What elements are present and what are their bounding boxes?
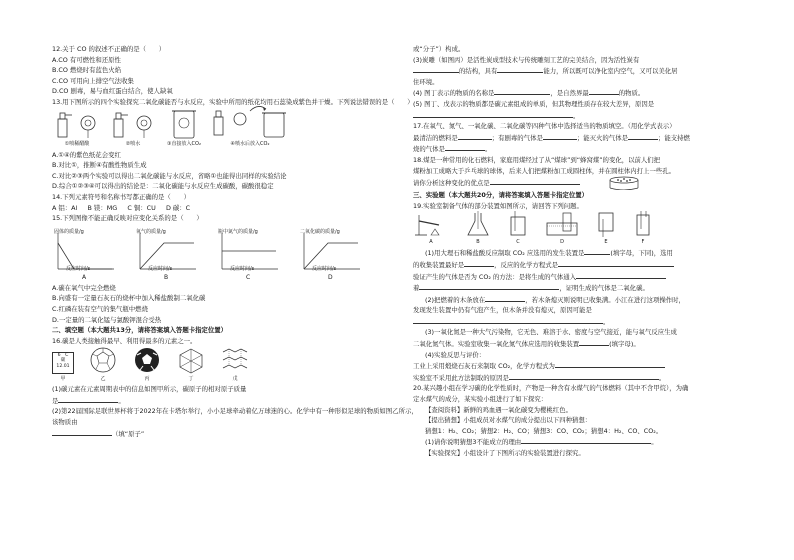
q16-label-jia: 甲	[60, 375, 66, 382]
q16-sub1	[52, 384, 422, 395]
answer-blank[interactable]	[509, 372, 659, 380]
answer-blank[interactable]	[445, 143, 485, 151]
apparatus-label-f: F	[641, 238, 645, 245]
q15-option-a: A.碳在氧气中完全燃烧	[52, 283, 116, 292]
section-3-title: 三、实验题（本大题共20分，请将答案填入答题卡指定位置）	[413, 191, 589, 200]
q20-line-2: 定水煤气的成分，某实验小组进行了如下探究：	[413, 395, 548, 404]
q19-sub4-a	[413, 360, 785, 372]
answer-blank[interactable]	[628, 132, 658, 140]
right-column	[413, 44, 785, 459]
q16-sub2: (2)第22届国际足联世界杯将于2022年在卡塔尔举行，小小足球牵动着亿万球迷的心。化学中有一种形似足球的物质如图乙所示，该物质由	[52, 407, 418, 427]
apparatus-c	[507, 211, 529, 248]
answer-blank[interactable]	[464, 259, 494, 267]
q16-sub1b-text: 是	[52, 396, 59, 405]
q13-fig-4	[210, 101, 290, 150]
apparatus-b	[465, 211, 491, 248]
q19-s3c-text: (填字母)。	[609, 340, 640, 349]
q19-s4b-text: 实验室不采用此方法制取的原因是	[413, 373, 509, 382]
diamond-structure-icon	[176, 346, 206, 374]
q14-option-b: B 镁：MG	[87, 203, 118, 212]
q16-figures	[52, 348, 422, 384]
q13-fig-2	[108, 109, 158, 150]
q19-sub3-a: (3)一氧化氮是一种大气污染物，它无色、难溶于水、密度与空气接近，能与氧气反应生成	[425, 328, 677, 337]
q17-text-4: ；能支持燃	[657, 133, 690, 142]
q19-s1a-text: (1)用大理石和稀盐酸反应制取 CO₂ 应选用的发生装置是	[425, 249, 585, 258]
answer-blank[interactable]	[579, 338, 609, 346]
answer-blank[interactable]	[584, 247, 610, 255]
conical-flask-icon	[465, 211, 491, 237]
apparatus-label-d: D	[560, 238, 564, 245]
answer-blank[interactable]	[558, 259, 674, 267]
q13-option-a: A.①④的紫色纸花会变红	[52, 150, 121, 159]
q12-option-d: D.CO 剧毒，易与血红蛋白结合，使人缺氧	[52, 87, 173, 96]
graph-c-ylabel: 瓶中氮气的质量/g	[218, 228, 258, 235]
apparatus-label-c: C	[516, 238, 520, 245]
q12-option-c: C.CO 可用向上排空气法收集	[52, 76, 134, 85]
periodic-cell-mass: 12.01	[56, 363, 70, 369]
answer-blank[interactable]	[52, 428, 112, 436]
multi-purpose-bottle-icon	[633, 211, 653, 237]
q17-stem: 17.在氧气、氮气、一氧化碳、二氧化碳等四种气体中选择适当的物质填空。（用化学式表示）	[413, 122, 676, 131]
spray-and-jar-icon	[210, 101, 290, 139]
c60-molecule-icon	[88, 346, 118, 374]
q16-sub4-text-b: ，是自然界最	[550, 89, 589, 98]
q12-option-a: A.CO 有可燃性和还原性	[52, 55, 121, 64]
q19-apparatus	[413, 213, 785, 247]
graph-a-xlabel: 反应时间/s	[66, 266, 91, 273]
q14-option-d: D 碳：C	[165, 203, 191, 212]
apparatus-label-b: B	[476, 238, 480, 245]
answer-blank[interactable]	[497, 65, 543, 73]
apparatus-e	[595, 211, 617, 248]
q20-line-5: 猜想1：H₂、CO₂；猜想2：H₂、CO；猜想3：CO、CO₂；猜想4：H₂、CO、CO₂。	[425, 426, 663, 435]
q19-sub1-d	[413, 282, 785, 294]
section-2-title: 二、填空题（本大题共13分，请将答案填入答题卡指定位置）	[52, 326, 228, 335]
q18-line-2: 煤粉加工成略大于乒乓球的球体，后来人们把煤粉加工成圆柱体，并在圆柱体内打上一些孔。	[413, 166, 676, 175]
q19-sub2-b: 发现发生装置中仍有气泡产生，但木条并没有熄灭，原因可能是	[413, 306, 592, 315]
q15-graph-a	[52, 227, 116, 282]
q15-stem: 15.下列图像不能正确反映对应变化关系的是（ ）	[52, 214, 203, 223]
graph-d-tag: D	[328, 274, 333, 282]
q16-label-bing: 丙	[144, 375, 150, 382]
q16-sub5: (5) 图丁、戊表示的物质都是碳元素组成的单质，但其物理性质存在较大差异，原因是	[413, 99, 655, 108]
apparatus-label-e: E	[604, 238, 608, 245]
answer-blank[interactable]	[576, 271, 666, 279]
q20-line-1: 20.某兴趣小组在学习碳的化学性质时，产物是一种含有水煤气的气体燃料（其中不含甲烷），为确	[413, 384, 689, 393]
answer-blank[interactable]	[413, 65, 459, 73]
q20-line-3: 【查阅资料】新鲜的鸡血遇一氧化碳变为樱桃红色。	[425, 405, 572, 414]
answer-blank[interactable]	[521, 436, 651, 444]
gas-jar-upward-icon	[507, 211, 529, 237]
q16-label-yi: 乙	[100, 375, 106, 382]
q17-text-5: 烧的气体是	[413, 145, 445, 154]
q14-stem: 14.下列元素符号和名称书写都正确的是（ ）	[52, 192, 190, 201]
q13-fig-label-2: ②喷水	[125, 140, 141, 147]
q19-sub2-c: 。	[413, 316, 785, 328]
q18-text: 请你分析这种变化的优点是	[413, 179, 490, 188]
answer-blank[interactable]	[419, 282, 559, 290]
q16-sub3-text-b: 能力，所以既可以净化室内空气，又可以美化居	[543, 67, 678, 76]
q14-option-c: C 铜：CU	[127, 203, 156, 212]
q20-line-4: 【提出猜想】小组成员对水煤气的成分提出以下四种猜想：	[425, 416, 592, 425]
q19-sub1-a	[413, 247, 785, 259]
gas-jar-icon	[164, 105, 204, 139]
q13-fig-3	[164, 105, 204, 150]
q16-fig-wu	[220, 346, 250, 385]
q16-sub4-text-a: (4) 图丁表示的物质的名称是	[413, 89, 495, 98]
q15-graph-b	[134, 227, 198, 282]
q16-fig-jia	[52, 352, 74, 385]
answer-blank[interactable]	[589, 87, 619, 95]
q19-s4a-text: 工业上采用煅烧石灰石来制取 CO₂，化学方程式为	[413, 362, 555, 371]
q18-line-3	[413, 176, 785, 190]
q14-options	[52, 203, 422, 214]
q19-sub4-b: 实验室不采用此方法制取的原因是 。	[413, 373, 666, 382]
apparatus-label-a: A	[429, 238, 433, 245]
q19-s3b-text: 二氧化氮气体。实验室收集一氧化氮气体应选用的收集装置	[413, 340, 580, 349]
q13-figure	[52, 110, 422, 150]
water-trough-icon	[545, 211, 579, 237]
q17-text-2: ；有剧毒的气体是	[491, 133, 543, 142]
apparatus-d	[545, 211, 579, 248]
q13-option-d: D.综合①②③④可以得出的结论是：二氧化碳能与水反应生成碳酸，碳酸很稳定	[52, 182, 274, 191]
q16-sub5-blank: 。	[413, 110, 785, 122]
q16-sub4-text-c: 的物质。	[618, 89, 645, 98]
q19-sub2-a	[413, 294, 785, 306]
gas-jar-downward-icon	[595, 211, 617, 237]
answer-blank[interactable]	[494, 87, 550, 95]
q20-line-7: 【实验探究】小组设计了下图所示的实验装置进行探究。	[425, 449, 585, 457]
q16-stem: 16.碳是人类接触得最早、利用得最多的元素之一。	[52, 336, 197, 345]
q15-graph-d	[298, 227, 362, 282]
q16-sub3-c: 住环境。	[413, 77, 439, 86]
graph-c-tag: C	[246, 274, 251, 282]
graphite-layers-icon	[220, 346, 250, 374]
graph-a-tag: A	[82, 274, 87, 282]
q13-fig-1	[52, 109, 102, 150]
answer-blank[interactable]	[543, 132, 577, 140]
periodic-cell-number: 6 C	[57, 352, 69, 358]
answer-blank[interactable]	[413, 110, 573, 118]
q16-fig-bing	[132, 346, 162, 385]
q16-sub2b-text: （填“原子”	[112, 429, 145, 438]
q12-option-b: B.CO 燃烧时有蓝色火焰	[52, 66, 122, 75]
q16-fig-yi	[88, 346, 118, 385]
graph-a-ylabel: 固体的质量/g	[54, 228, 84, 235]
q19-s2a-text: (2)把燃着的木条放在	[425, 295, 486, 304]
q16-sub1b: 是 。	[52, 396, 125, 405]
q15-option-c: C.红磷在装有空气的集气瓶中燃烧	[52, 304, 148, 313]
soccer-ball-icon	[132, 346, 162, 374]
q17-text-1: 最清洁的燃料是	[413, 133, 458, 142]
graph-c-xlabel: 反应时间/s	[230, 266, 255, 273]
q15-option-b: B.向盛有一定量石灰石的烧杯中加入稀盐酸制二氧化碳	[52, 294, 206, 303]
graph-d-xlabel: 反应时间/s	[312, 266, 337, 273]
q16-sub2-tail	[52, 428, 422, 440]
q18-line-1: 18.煤是一种常用的化石燃料，家庭用煤经过了从“煤球”到“蜂窝煤”的变化，以前人们把	[413, 155, 661, 164]
q13-stem: 13.用下图所示的四个实验探究二氧化碳能否与水反应，实验中所用的纸花均用石蕊染成紫色并干燥。下列说法错误的是（ ）	[52, 97, 414, 106]
q16-sub1-text: (1)碳元素在元素周期表中的信息如图甲所示，碳原子的相对原子质量	[52, 385, 247, 394]
q17-blanks	[413, 132, 785, 144]
q19-s1f-text: 着	[413, 284, 420, 293]
graph-b-tag: B	[164, 274, 169, 282]
left-column	[52, 44, 422, 439]
q19-s1c-text: 的收集装置最好是	[413, 260, 465, 269]
q19-sub1-c	[413, 271, 785, 283]
q13-fig-label-4: ④喷水后放入CO₂	[230, 140, 270, 147]
q17-last: 烧的气体是 。	[413, 145, 492, 154]
q19-s1e-text: 验证产生的气体是否为 CO₂ 的方法：是将生成的气体通入	[413, 272, 577, 281]
apparatus-f	[633, 211, 653, 248]
q13-fig-label-3: ③直接放入CO₂	[167, 140, 201, 147]
q14-option-a: A 铝：Al	[52, 203, 78, 212]
graph-b-xlabel: 反应时间/s	[148, 266, 173, 273]
q19-sub3-b	[413, 338, 785, 350]
graph-d-ylabel: 二氧化碳的质量/g	[300, 228, 340, 235]
q19-s1g-text: ，证明生成的气体是二氧化碳。	[559, 284, 649, 293]
answer-blank[interactable]	[485, 294, 525, 302]
periodic-cell-name: 碳	[60, 358, 66, 364]
q16-sub3: (3)炭雕（如图丙）是活性炭成型技术与传统雕刻工艺的完美结合，因为活性炭有	[413, 55, 640, 64]
q16-sub4	[413, 87, 785, 99]
q19-stem: 19.实验室制备气体的部分装置如图所示，请回答下列问题。	[413, 201, 583, 210]
q15-option-d: D.一定量的二氧化锰与氯酸钾混合受热	[52, 315, 162, 324]
q19-s1b-text: (填字母，下同)，选用	[610, 249, 673, 258]
q16-sub3-b	[413, 65, 785, 77]
answer-blank[interactable]	[413, 316, 603, 324]
answer-blank[interactable]	[58, 395, 118, 403]
q19-sub4: (4)实验反思与评价：	[425, 350, 486, 359]
honeycomb-briquette-icon	[606, 176, 642, 190]
spray-bottle-icon	[52, 109, 102, 139]
q12-stem: 12.关于 CO 的叙述不正确的是（ ）	[52, 45, 166, 53]
q15-graphs	[52, 227, 422, 283]
q20-line-6: (1)请你说明猜想3不能成立的理由 。	[425, 438, 658, 447]
q16-label-wu: 戊	[232, 375, 238, 382]
q16-fig-ding	[176, 346, 206, 385]
q13-fig-label-1: ①喷稀醋酸	[64, 140, 90, 147]
apparatus-a	[413, 211, 449, 248]
q15-graph-c	[216, 227, 280, 282]
graph-b-ylabel: 氧气的质量/g	[136, 228, 166, 235]
heating-apparatus-icon	[413, 211, 449, 237]
q19-sub1-b	[413, 259, 785, 271]
q20-f-text: (1)请你说明猜想3不能成立的理由	[425, 438, 522, 447]
q17-text-3: ；能灭火的气体是	[576, 133, 628, 142]
spray-bottle-icon	[108, 109, 158, 139]
q16-sub3-text-a: 的结构，具有	[459, 67, 498, 76]
q13-option-c: C.对比②③两个实验可以得出二氧化碳能与水反应，省略①也能得出同样的实验结论	[52, 171, 287, 180]
answer-blank[interactable]	[490, 177, 580, 185]
q19-s1d-text: ，反应的化学方程式是	[494, 260, 559, 269]
q13-option-b: B.对比①，推断④有酸性物质生成	[52, 161, 147, 170]
periodic-cell	[52, 352, 74, 374]
answer-blank[interactable]	[458, 132, 492, 140]
q16-continued: 或“分子”）构成。	[413, 45, 465, 53]
q16-label-ding: 丁	[188, 375, 194, 382]
q19-s2b-text: ，若木条熄灭则说明已收集满。小江在进行这项操作时，	[525, 295, 685, 304]
answer-blank[interactable]	[555, 360, 665, 368]
